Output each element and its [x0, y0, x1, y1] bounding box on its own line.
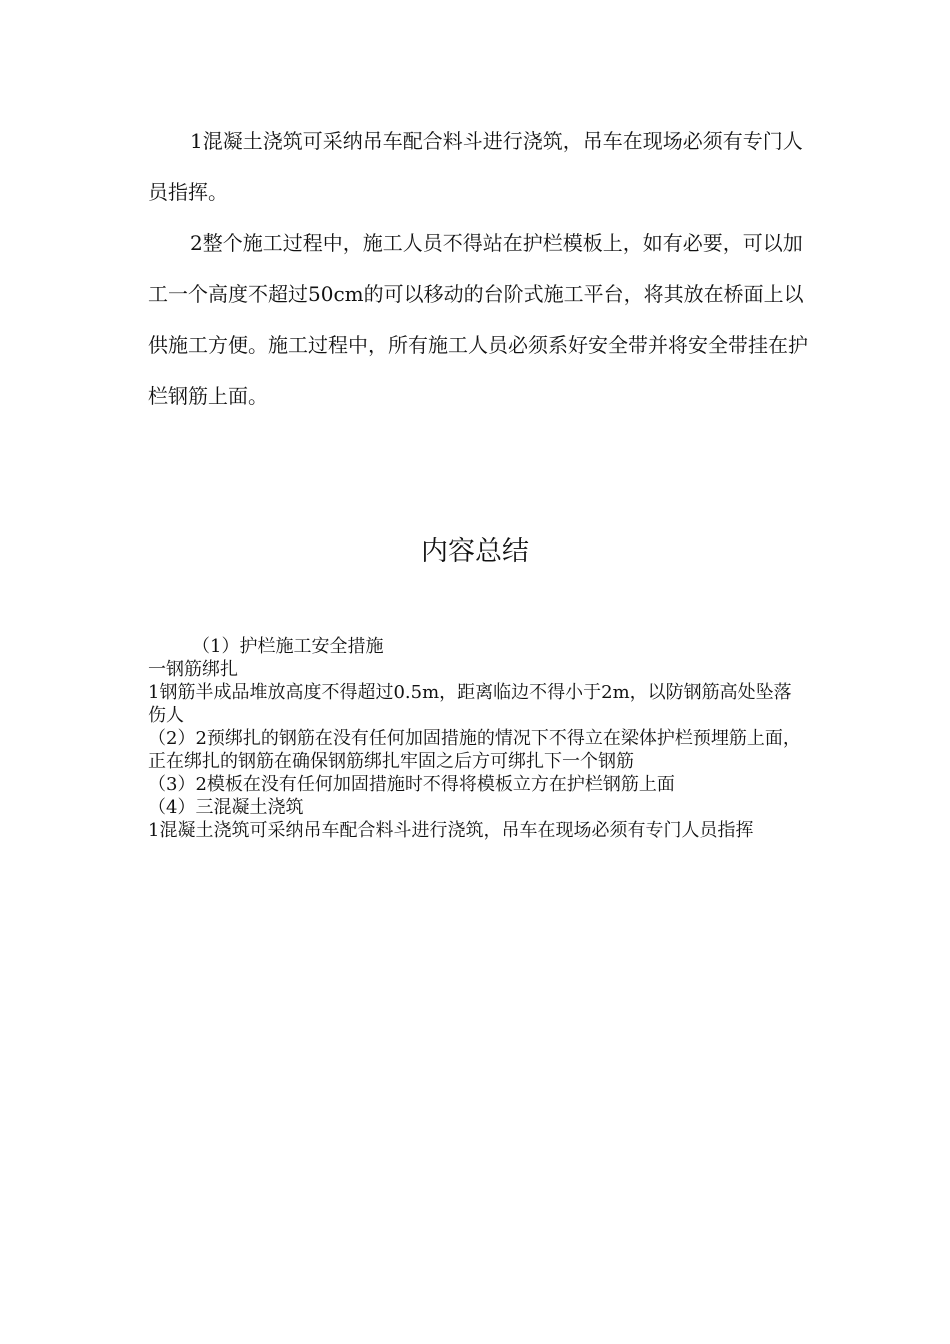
summary-line-7: 1混凝土浇筑可采纳吊车配合料斗进行浇筑，吊车在现场必须有专门人员指挥: [148, 820, 754, 841]
summary-line-2: 一钢筋绑扎: [148, 659, 238, 680]
body-paragraph-2: 2整个施工过程中，施工人员不得站在护栏模板上，如有必要，可以加工一个高度不超过50cm的可以移动的台阶式施工平台，将其放在桥面上以供施工方便。施工过程中，所有施工人员必须系好安全带并将安全带挂在护栏钢筋上面。: [148, 231, 808, 408]
summary-title: 内容总结: [421, 536, 529, 567]
summary-line-6: （4）三混凝土浇筑: [148, 797, 304, 818]
body-paragraph-1: 1混凝土浇筑可采纳吊车配合料斗进行浇筑，吊车在现场必须有专门人员指挥。: [148, 129, 803, 204]
summary-line-4: （2）2预绑扎的钢筋在没有任何加固措施的情况下不得立在梁体护栏预埋筋上面，正在绑扎的钢筋在确保钢筋绑扎牢固之后方可绑扎下一个钢筋: [148, 728, 801, 772]
summary-section: [148, 635, 808, 842]
summary-line-3: 1钢筋半成品堆放高度不得超过0.5m，距离临边不得小于2m，以防钢筋高处坠落伤人: [148, 682, 792, 726]
summary-line-1: （1）护栏施工安全措施: [192, 636, 384, 657]
summary-line-5: （3）2模板在没有任何加固措施时不得将模板立方在护栏钢筋上面: [148, 774, 675, 795]
body-text: [148, 116, 808, 422]
